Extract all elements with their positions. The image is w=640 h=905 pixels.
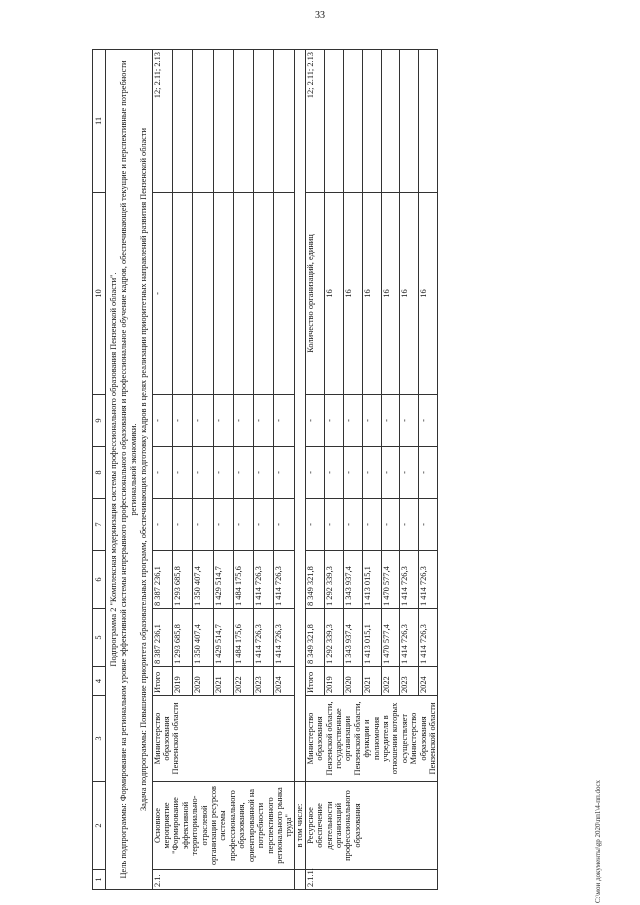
row-number: 2.1. — [152, 870, 294, 890]
table-cell-c6: 8 387 236,1 — [152, 551, 172, 609]
table-cell-c6: 1 414 726,3 — [419, 551, 438, 609]
table-cell-c11 — [381, 50, 400, 193]
table-cell-c6: 1 413 015,1 — [362, 551, 381, 609]
table-cell-c11: 12; 2.11; 2.13 — [305, 50, 324, 193]
table-cell-c7: - — [400, 499, 419, 551]
separator-label: в том числе: — [294, 782, 305, 870]
table-cell-c6: 1 484 175,6 — [233, 551, 253, 609]
table-cell-c9: - — [274, 395, 294, 447]
table-cell-c9: - — [193, 395, 213, 447]
table-row — [305, 50, 324, 890]
subprogram-header-row — [106, 50, 153, 890]
table-cell-c11 — [324, 50, 343, 193]
table-cell-year: 2024 — [419, 667, 438, 696]
table-cell-c8: - — [343, 447, 362, 499]
col-number: 1 — [93, 870, 106, 890]
table-cell-c6: 8 349 321,8 — [305, 551, 324, 609]
table-cell-c8: - — [274, 447, 294, 499]
table-cell-c6: 1 343 937,4 — [343, 551, 362, 609]
table-cell-c11 — [419, 50, 438, 193]
table-cell-c5: 1 292 339,3 — [324, 609, 343, 667]
table-cell-c8: - — [381, 447, 400, 499]
table-cell-c9: - — [213, 395, 233, 447]
separator-cell-empty — [294, 870, 305, 890]
col-number: 3 — [93, 696, 106, 782]
table-cell-c5: 1 414 726,3 — [254, 609, 274, 667]
page-number: 33 — [315, 10, 325, 21]
table-cell-c9: - — [381, 395, 400, 447]
table-cell-c11 — [193, 50, 213, 193]
table-cell-c5: 1 414 726,3 — [274, 609, 294, 667]
table-cell-c5: 1 343 937,4 — [343, 609, 362, 667]
table-cell-c6: 1 414 726,3 — [274, 551, 294, 609]
table-cell-c10: Количество организаций, единиц — [305, 193, 324, 395]
table-cell-c5: 1 470 577,4 — [381, 609, 400, 667]
table-cell-c10 — [254, 193, 274, 395]
table-cell-c7: - — [172, 499, 192, 551]
col-number: 8 — [93, 447, 106, 499]
table-cell-year: 2023 — [400, 667, 419, 696]
table-cell-c5: 1 429 514,7 — [213, 609, 233, 667]
subprogram-title: Подпрограмма 2 "Комплексная модернизация системы профессионального образования Пензенской области". — [109, 272, 118, 667]
table-cell-c9: - — [254, 395, 274, 447]
table-cell-c10: 16 — [324, 193, 343, 395]
table-cell-c8: - — [233, 447, 253, 499]
table-cell-c8: - — [152, 447, 172, 499]
table-cell-year: 2020 — [343, 667, 362, 696]
file-path-footer: С:\мои документы\gp 2020\пп1\4-пп.docx — [594, 779, 602, 903]
separator-cell-empty — [294, 50, 305, 782]
table-cell-c11 — [172, 50, 192, 193]
table-cell-c7: - — [343, 499, 362, 551]
measure-name: Основное мероприятие "Формирование эффективной территориально-отраслевой организации ресурсов системы профессионального образования, ориентированной на потребности перспективного регионального рынка труда" — [152, 782, 294, 870]
table-cell-c5: 1 293 685,8 — [172, 609, 192, 667]
table-cell-year: 2022 — [381, 667, 400, 696]
table-cell-c9: - — [324, 395, 343, 447]
table-cell-c6: 1 429 514,7 — [213, 551, 233, 609]
table-cell-c10 — [193, 193, 213, 395]
table-cell-c5: 1 414 726,3 — [400, 609, 419, 667]
row-number: 2.1.1. — [305, 870, 438, 890]
table-cell-c11 — [233, 50, 253, 193]
table-cell-c10 — [172, 193, 192, 395]
table-cell-c9: - — [305, 395, 324, 447]
table-cell-c10: 16 — [381, 193, 400, 395]
table-cell-c10: 16 — [362, 193, 381, 395]
col-number: 10 — [93, 193, 106, 395]
table-cell-c7: - — [274, 499, 294, 551]
table-cell-c11 — [274, 50, 294, 193]
table-cell-c7: - — [381, 499, 400, 551]
table-cell-c6: 1 470 577,4 — [381, 551, 400, 609]
rotated-table-container — [92, 50, 637, 890]
table-cell-c9: - — [343, 395, 362, 447]
col-number: 2 — [93, 782, 106, 870]
subprogram-goal: Цель подпрограммы: Формирование на региональном уровне эффективной системы непрерывного профессионального образования и профессиональное обучение кадров, обеспечивающей текущие и перспективные потребности региональной экономики. — [119, 60, 138, 879]
col-number: 11 — [93, 50, 106, 193]
table-cell-c5: 8 387 236,1 — [152, 609, 172, 667]
table-cell-c11 — [254, 50, 274, 193]
table-row — [152, 50, 172, 890]
table-cell-c6: 1 414 726,3 — [254, 551, 274, 609]
measure-name: Ресурсное обеспечение деятельности организаций профессионального образования — [305, 782, 438, 870]
table-cell-year: 2019 — [324, 667, 343, 696]
table-cell-c8: - — [193, 447, 213, 499]
table-cell-c5: 1 350 407,4 — [193, 609, 213, 667]
table-cell-c7: - — [152, 499, 172, 551]
table-cell-c10: - — [152, 193, 172, 395]
table-cell-c8: - — [213, 447, 233, 499]
table-cell-year: Итого — [305, 667, 324, 696]
col-number: 7 — [93, 499, 106, 551]
col-number: 6 — [93, 551, 106, 609]
table-cell-c5: 1 413 015,1 — [362, 609, 381, 667]
table-cell-c9: - — [152, 395, 172, 447]
table-cell-c10: 16 — [400, 193, 419, 395]
table-cell-c11 — [362, 50, 381, 193]
table-cell-c7: - — [362, 499, 381, 551]
table-cell-c7: - — [233, 499, 253, 551]
table-cell-c8: - — [400, 447, 419, 499]
table-cell-c11 — [343, 50, 362, 193]
table-cell-c9: - — [400, 395, 419, 447]
table-cell-c11 — [213, 50, 233, 193]
col-number: 5 — [93, 609, 106, 667]
table-cell-year: 2019 — [172, 667, 192, 696]
table-cell-c11 — [400, 50, 419, 193]
table-cell-c7: - — [419, 499, 438, 551]
table-cell-c10 — [274, 193, 294, 395]
table-cell-c8: - — [254, 447, 274, 499]
table-cell-c5: 1 414 726,3 — [419, 609, 438, 667]
table-cell-c11: 12; 2.11; 2.13 — [152, 50, 172, 193]
table-cell-c8: - — [324, 447, 343, 499]
table-cell-c10: 16 — [343, 193, 362, 395]
table-cell-c6: 1 414 726,3 — [400, 551, 419, 609]
executor: Министерство образования Пензенской области, государственные организации Пензенской области, функции и полномочия учредителя в отношении которых осуществляет Министерство образования Пензенской области — [305, 696, 438, 782]
column-number-row — [93, 50, 106, 890]
table-cell-c9: - — [172, 395, 192, 447]
table-cell-c5: 8 349 321,8 — [305, 609, 324, 667]
table-cell-year: Итого — [152, 667, 172, 696]
subprogram-task: Задача подпрограммы: Повышение приоритета образовательных программ, обеспечивающих подготовку кадров в целях реализации приоритетных направлений развития Пензенской области — [139, 127, 149, 812]
table-cell-c8: - — [419, 447, 438, 499]
table-cell-year: 2021 — [362, 667, 381, 696]
table-cell-year: 2021 — [213, 667, 233, 696]
table-cell-year: 2023 — [254, 667, 274, 696]
subprogram-header — [106, 50, 153, 890]
executor: Министерство образования Пензенской области — [152, 696, 294, 782]
table-cell-year: 2022 — [233, 667, 253, 696]
table-cell-year: 2024 — [274, 667, 294, 696]
table-cell-c10 — [213, 193, 233, 395]
table-cell-c10: 16 — [419, 193, 438, 395]
col-number: 4 — [93, 667, 106, 696]
table-cell-year: 2020 — [193, 667, 213, 696]
table-cell-c6: 1 350 407,4 — [193, 551, 213, 609]
separator-row — [294, 50, 305, 890]
table-cell-c6: 1 292 339,3 — [324, 551, 343, 609]
table-cell-c8: - — [362, 447, 381, 499]
table-cell-c7: - — [305, 499, 324, 551]
table-cell-c9: - — [233, 395, 253, 447]
table-cell-c7: - — [193, 499, 213, 551]
program-table — [92, 49, 438, 890]
table-cell-c6: 1 293 685,8 — [172, 551, 192, 609]
table-cell-c7: - — [324, 499, 343, 551]
table-cell-c7: - — [254, 499, 274, 551]
table-cell-c8: - — [305, 447, 324, 499]
table-cell-c8: - — [172, 447, 192, 499]
table-cell-c7: - — [213, 499, 233, 551]
col-number: 9 — [93, 395, 106, 447]
table-cell-c5: 1 484 175,6 — [233, 609, 253, 667]
table-cell-c9: - — [419, 395, 438, 447]
table-cell-c9: - — [362, 395, 381, 447]
table-cell-c10 — [233, 193, 253, 395]
